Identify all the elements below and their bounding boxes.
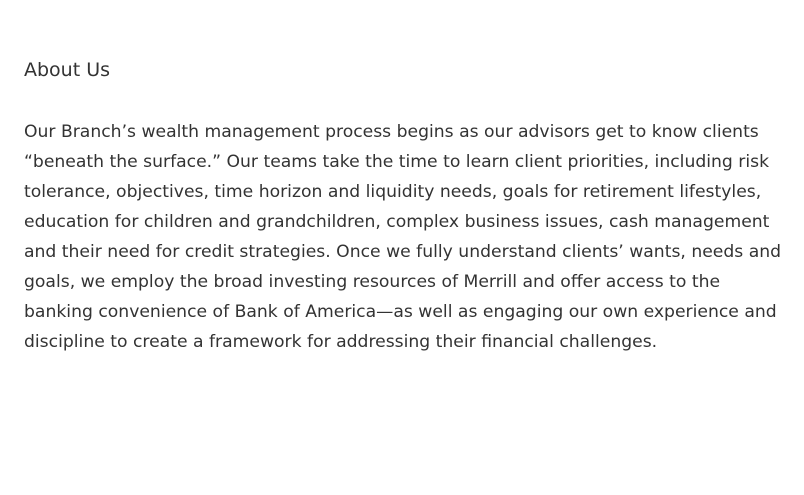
section-heading: About Us — [24, 59, 111, 81]
about-us-section — [24, 56, 794, 357]
about-us-paragraph: Our Branch’s wealth management process begins as our advisors get to know clients “beneath the surface.” Our teams take the time to learn client priorities, including risk tolerance, objectives, time horizon and liquidity needs, goals for retirement lifestyles, education for children and grandchildren, complex business issues, cash management and their need for credit strategies. Once we fully understand clients’ wants, needs and goals, we employ the broad investing resources of Merrill and offer access to the banking convenience of Bank of America—as well as engaging our own experience and discipline to create a framework for addressing their financial challenges. — [24, 122, 782, 352]
